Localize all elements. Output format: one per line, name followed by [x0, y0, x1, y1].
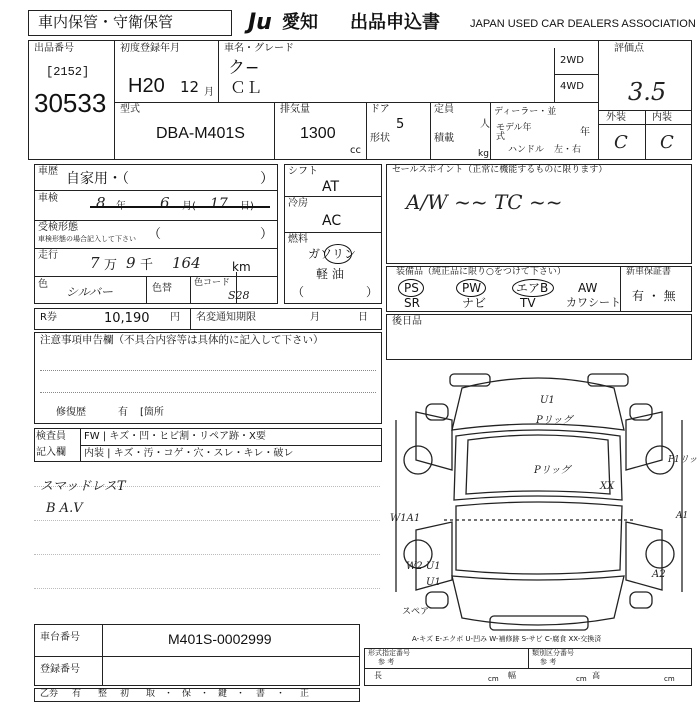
fuel-open: （ — [292, 285, 305, 299]
equipment-item-ps: PS — [404, 281, 419, 295]
type-sub: 参 考 — [378, 658, 395, 666]
plate-label: 登録番号 — [40, 664, 80, 675]
history-close: ） — [260, 171, 274, 187]
car-grade: ＣＬ — [230, 78, 263, 97]
equipment-item-tv: TV — [520, 296, 536, 310]
rear-goods-block — [386, 314, 692, 360]
sales-point-block — [386, 164, 692, 264]
cooling-label: 冷房 — [288, 198, 308, 209]
exterior-label: 外装 — [606, 112, 626, 123]
color-value: シルバー — [66, 285, 113, 299]
inspection-day-unit: 日) — [240, 201, 254, 212]
doors-value: 5 — [396, 117, 405, 132]
diagram-mark-a2: A2 — [652, 569, 666, 580]
inspector-label: 検査員 — [36, 431, 66, 442]
doc-7: ・ — [200, 689, 210, 699]
mileage-unit: km — [232, 260, 251, 274]
doc-10: 書 — [256, 689, 266, 699]
mileage-sen-value: 9 — [126, 254, 136, 272]
mileage-man: 万 — [104, 258, 118, 273]
ju-logo: Ju — [248, 10, 272, 35]
diagram-mark-u1-rear: U1 — [426, 577, 441, 588]
interior-grade: C — [660, 132, 674, 153]
interior-label: 内装 — [652, 112, 672, 123]
displacement-label: 排気量 — [280, 104, 310, 115]
rating-label: 評価点 — [614, 43, 644, 54]
load-label: 積載 — [434, 133, 454, 144]
mileage-label: 走行 — [38, 250, 58, 261]
mileage-sen: 千 — [140, 258, 154, 273]
shape-label: 形状 — [370, 133, 390, 144]
diagram-mark-dent-front: Pリッグ — [536, 415, 573, 426]
fuel-gasoline: ガソリン — [308, 247, 357, 261]
diagram-mark-dent-right: P1リッ — [668, 455, 698, 465]
exterior-grade: C — [614, 132, 628, 153]
registration-year: H20 — [128, 75, 165, 97]
displacement-unit: cc — [350, 145, 361, 156]
manual-label: 新車保証書 — [626, 267, 672, 277]
diagram-mark-dent-center: Pリッグ — [534, 465, 571, 476]
spare-tire-label: スペア — [402, 607, 430, 617]
storage-tab-label: 車内保管・守衛保管 — [38, 13, 174, 31]
equipment-item-sr: SR — [404, 296, 420, 310]
inspector-row-interior: 内装 | キズ・汚・コゲ・穴・スレ・キレ・破レ — [84, 448, 294, 459]
displacement-value: 1300 — [300, 125, 336, 142]
model-label: 型式 — [120, 104, 140, 115]
doc-11: ・ — [276, 689, 286, 699]
doc-3: 初 — [120, 689, 130, 699]
acceptance-label: 受検形態 — [38, 222, 78, 233]
fuel-gasoline-circle — [324, 244, 352, 264]
doc-1: 有 — [72, 689, 82, 699]
class-sub: 参 考 — [540, 658, 557, 666]
equipment-label: 装備品（純正品に限り○をつけて下さい） — [396, 267, 566, 277]
chassis-label: 車台番号 — [40, 632, 80, 643]
acceptance-note: 車検形態の場合記入して下さい — [38, 235, 136, 243]
manual-options: 有 ・ 無 — [632, 289, 676, 303]
handle-label: ハンドル — [508, 145, 545, 155]
rear-goods-label: 後日品 — [392, 316, 422, 327]
acceptance-close: ） — [260, 227, 274, 242]
recycle-value: 10,190 — [104, 311, 150, 326]
inspector-comment-1: スマッドレスT — [40, 479, 126, 494]
first-registration-label: 初度登録年月 — [120, 43, 180, 54]
inspection-strike — [90, 206, 270, 208]
damage-legend: A-キズ E-エクボ U-凹み W-補修跡 S-サビ C-腐食 XX-交換済 — [412, 635, 602, 643]
car-name: ク− — [228, 58, 260, 78]
car-name-label: 車名・グレード — [224, 43, 294, 54]
load-unit: kg — [478, 149, 489, 159]
inspection-year-unit: 年 — [116, 201, 126, 212]
history-value: 自家用・（ — [66, 171, 129, 187]
registration-month: 12 — [180, 78, 200, 96]
top-info-grid — [28, 40, 692, 160]
form-title: 出品申込書 — [350, 12, 440, 33]
model-year-unit: 年 — [580, 127, 590, 138]
model-year-label: モデル年式 — [496, 123, 532, 142]
diagram-mark-xx: XX — [600, 481, 615, 492]
logo-name: 愛知 — [282, 12, 318, 33]
handle-options: 左・右 — [554, 145, 582, 155]
type-label: 形式指定番号 — [368, 649, 410, 657]
inspector-label2: 記入欄 — [36, 447, 66, 458]
length-label: 長 — [374, 671, 382, 680]
fuel-close: ） — [366, 285, 379, 299]
name-change-month: 月 — [310, 312, 320, 323]
doc-12: 正 — [300, 689, 310, 699]
drive-2wd: 2WD — [560, 55, 584, 66]
equipment-item-airbag: エアB — [516, 281, 549, 295]
doc-0: 乙券 — [40, 689, 59, 699]
color-code-label: 色コード — [194, 278, 231, 288]
capacity-unit: 人 — [480, 119, 490, 130]
inspection-month: 6 — [160, 194, 170, 212]
lot-number: 30533 — [34, 88, 107, 118]
fuel-label: 燃料 — [288, 234, 308, 245]
chassis-number: M401S-0002999 — [168, 631, 272, 647]
height-unit: cm — [664, 675, 675, 683]
mileage-rest-value: 164 — [172, 254, 201, 272]
sales-point-label: セールスポイント（正常に機能するものに限ります） — [392, 165, 608, 175]
rating-score: 3.5 — [628, 78, 667, 106]
circle-airbag — [512, 279, 554, 297]
repair-history-value: 有 — [118, 407, 128, 418]
shift-value: AT — [322, 179, 340, 195]
doc-8: 鍵 — [218, 689, 228, 699]
repair-history-label: 修復歴 — [56, 407, 86, 418]
cooling-value: AC — [322, 213, 342, 229]
doc-9: ・ — [236, 689, 246, 699]
class-label: 類別区分番号 — [532, 649, 574, 657]
inspection-month-unit: 月( — [182, 201, 196, 212]
diagram-mark-w1a1: W1A1 — [390, 513, 421, 524]
notes-label: 注意事項申告欄（不具合内容等は具体的に記入して下さい） — [40, 334, 324, 346]
name-change-day: 日 — [358, 312, 368, 323]
equipment-item-aw: AW — [578, 281, 598, 295]
equipment-item-navi: ナビ — [462, 296, 487, 310]
inspector-row-exterior: FW | キズ・凹・ヒビ割・リペア跡・X要 — [84, 431, 266, 442]
inspector-comment-2: B A.V — [46, 501, 83, 516]
repair-history-place: [箇所 — [140, 407, 164, 418]
diagram-mark-a1-right: A1 — [676, 511, 689, 521]
inspection-day: 17 — [210, 196, 228, 212]
doc-4: 取 — [146, 689, 156, 699]
color-change-label: 色替 — [152, 283, 172, 294]
drive-4wd: 4WD — [560, 81, 584, 92]
acceptance-open: （ — [148, 227, 162, 242]
doc-6: 保 — [182, 689, 192, 699]
model-code: DBA-M401S — [156, 125, 245, 142]
diagram-mark-u1-roof: U1 — [540, 395, 555, 406]
doc-5: ・ — [164, 689, 174, 699]
inspection-label: 車検 — [38, 193, 58, 204]
shift-label: シフト — [288, 166, 318, 177]
doc-2: 整 — [98, 689, 108, 699]
inspection-year: 8 — [96, 194, 106, 212]
equipment-item-pw: PW — [462, 281, 482, 295]
car-damage-diagram — [386, 360, 692, 638]
registration-month-unit: 月 — [204, 87, 214, 98]
height-label: 高 — [592, 671, 600, 680]
capacity-label: 定員 — [434, 104, 454, 115]
history-label: 車歴 — [38, 166, 58, 177]
equipment-item-leather: カワシート — [566, 296, 621, 309]
diagram-mark-w2u1: W2 U1 — [406, 561, 441, 572]
lot-code: [2152] — [46, 65, 90, 79]
circle-ps — [398, 279, 424, 297]
fuel-diesel: 軽 油 — [316, 267, 344, 281]
circle-pw — [456, 279, 486, 297]
name-change-label: 名変通知期限 — [196, 312, 256, 323]
sales-point-text: A/W ~~ TC ~~ — [406, 190, 563, 214]
length-unit: cm — [488, 675, 499, 683]
color-code-value: S28 — [228, 289, 250, 302]
recycle-label: R券 — [40, 312, 57, 323]
width-unit: cm — [576, 675, 587, 683]
doors-label: ドア — [370, 104, 390, 115]
lot-number-label: 出品番号 — [34, 43, 74, 54]
association-name: JAPAN USED CAR DEALERS ASSOCIATION — [470, 18, 696, 30]
dealer-label: ディーラー・並 — [494, 107, 557, 117]
recycle-unit: 円 — [170, 312, 180, 323]
mileage-man-value: 7 — [90, 254, 100, 272]
color-label: 色 — [38, 279, 48, 290]
width-label: 幅 — [508, 671, 516, 680]
